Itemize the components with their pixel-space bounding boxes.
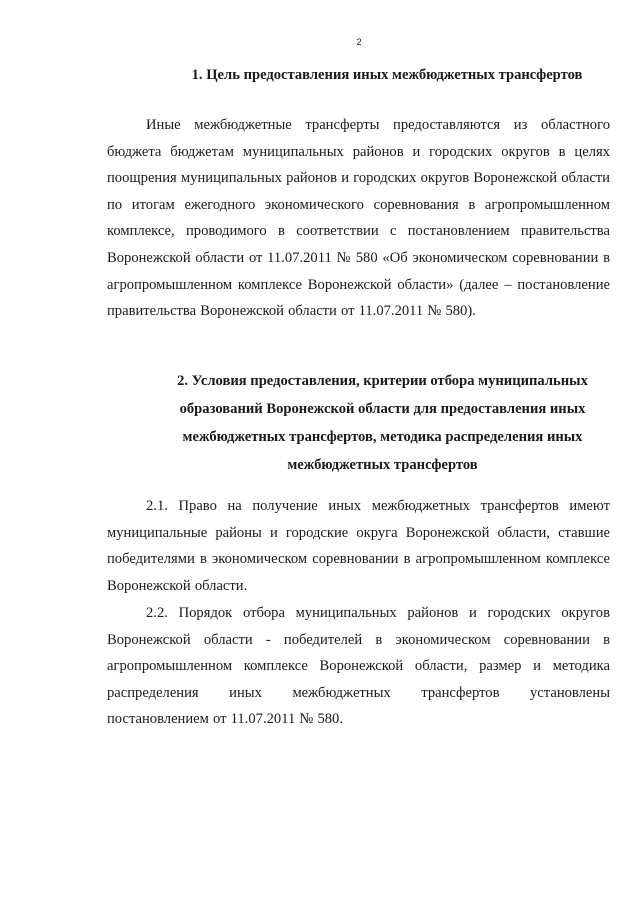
section-1-heading: 1. Цель предоставления иных межбюджетных трансфертов — [191, 67, 583, 83]
page-number: 2 — [356, 37, 362, 48]
section-2-paragraph-1: 2.1. Право на получение иных межбюджетных трансфертов имеют муниципальные районы и городские округа Воронежской области, ставшие победителями в экономическом соревновании в агропромышленном комплексе Воронежской области. — [107, 498, 610, 594]
section-2-heading: 2. Условия предоставления, критерии отбора муниципальных образований Воронежской области для предоставления иных межбюджетных трансфертов, методика распределения иных межбюджетных трансфертов — [177, 373, 588, 473]
section-2-paragraph-2: 2.2. Порядок отбора муниципальных районов и городских округов Воронежской области - победителей в экономическом соревновании в агропромышленном комплексе Воронежской области, размер и методика распределения иных межбюджетных трансфертов установлены постановлением от 11.07.2011 № 580. — [107, 605, 610, 728]
section-1-paragraph: Иные межбюджетные трансферты предоставляются из областного бюджета бюджетам муниципальных районов и городских округов в целях поощрения муниципальных районов и городских округов Воронежской области по итогам ежегодного экономического соревнования в агропромышленном комплексе, проводимого в соответствии с постановлением правительства Воронежской области от 11.07.2011 № 580 «Об экономическом соревновании в агропромышленном комплексе Воронежской области» (далее – постановление правительства Воронежской области от 11.07.2011 № 580). — [107, 117, 610, 320]
